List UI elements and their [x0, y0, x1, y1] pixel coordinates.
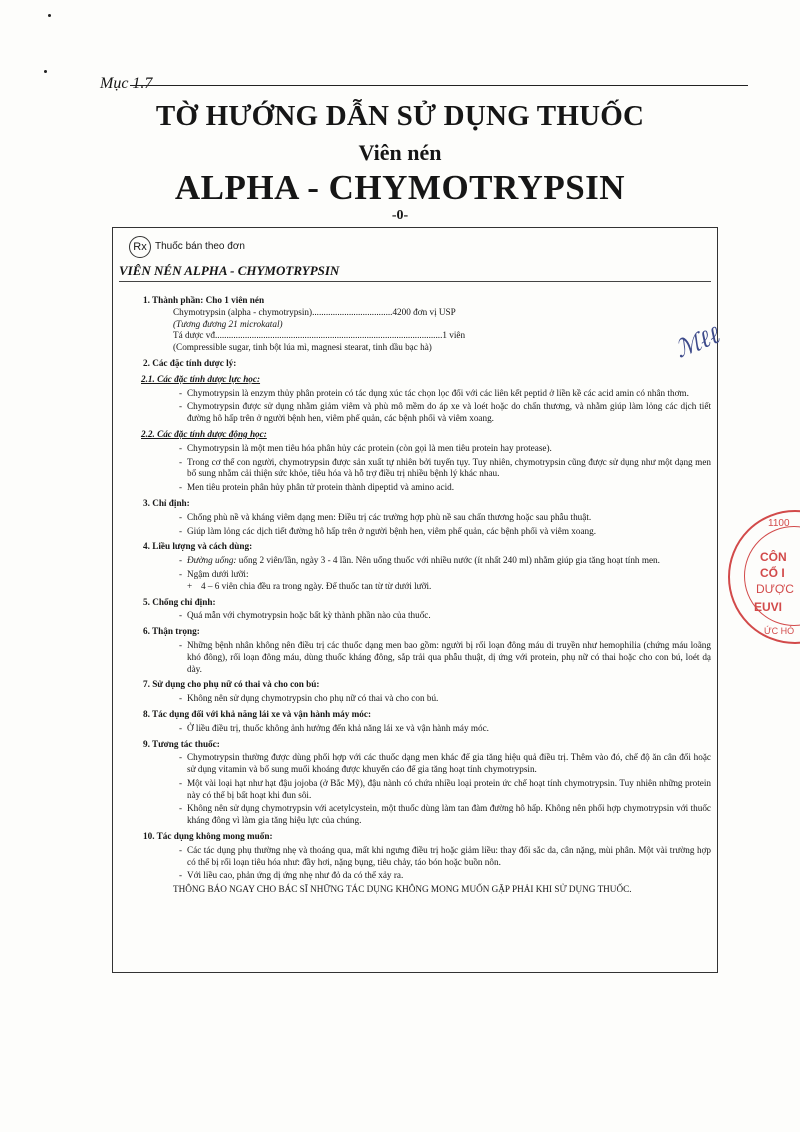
contraindications-heading: 5. Chống chỉ định: — [143, 596, 216, 607]
handwritten-signature: ℳℓℓ — [671, 320, 725, 364]
warning-notice: THÔNG BÁO NGAY CHO BÁC SĨ NHỮNG TÁC DỤNG KHÔNG MONG MUỐN GẶP PHẢI KHI SỬ DỤNG THUỐC. — [173, 884, 632, 895]
composition-heading: 1. Thành phần: Cho 1 viên nén — [143, 295, 265, 305]
pharmacodynamics-heading: 2.1. Các đặc tính dược lực học: — [141, 373, 261, 384]
list-item: - Ở liều điều trị, thuốc không ảnh hưởng đến khả năng lái xe và vận hành máy móc. — [143, 723, 711, 735]
list-item: - Với liều cao, phản ứng dị ứng nhẹ như đỏ da có thể xảy ra. — [143, 870, 711, 882]
rx-icon: Rx — [129, 236, 151, 258]
route-label: Đường uống: — [187, 555, 237, 566]
list-item: - Chymotrypsin thường được dùng phối hợp với các thuốc dạng men khác để gia tăng hiệu quả điều trị. Thêm vào đó, chế độ ăn cân đối hoặc sử dụng vitamin và bổ sung muối khoáng được khuyến cáo để gia tăng hoạt tính chymotrypsin. — [143, 752, 711, 776]
stamp-text: DƯỢC — [756, 582, 794, 596]
list-item: - Ngậm dưới lưỡi: — [143, 569, 711, 581]
route-text: uống 2 viên/lần, ngày 3 - 4 lần. Nên uống thuốc với nhiều nước (ít nhất 240 ml) nhằm giúp gia tăng hoạt tính men. — [236, 555, 660, 566]
list-item: - Một vài loại hạt như hạt đậu jojoba (ở Bắc Mỹ), đậu nành có chứa nhiều loại protein ức chế hoạt tính chymotrypsin. Tuy nhiên những protein này có thể bị bất hoạt khi đun sôi. — [143, 778, 711, 802]
section-number: Mục 1.7 — [100, 75, 153, 92]
leaflet-box — [112, 227, 718, 973]
list-item: - Chống phù nề và kháng viêm dạng men: Điều trị các trường hợp phù nề sau chấn thương hoặc sau phẫu thuật. — [143, 512, 711, 524]
divider-mark: -0- — [391, 208, 409, 223]
composition-line: (Tương đương 21 microkatal) — [173, 318, 283, 329]
driving-heading: 8. Tác dụng đối với khả năng lái xe và vận hành máy móc: — [143, 708, 372, 719]
rx-note: Thuốc bán theo đơn — [155, 241, 245, 252]
scan-speck — [44, 70, 47, 73]
product-title: VIÊN NÉN ALPHA - CHYMOTRYPSIN — [119, 263, 340, 278]
stamp-text: 1100 — [768, 518, 790, 529]
pharmacokinetics-heading: 2.2. Các đặc tính dược động học: — [141, 428, 267, 439]
list-item: - Các tác dụng phụ thường nhẹ và thoáng qua, mất khi ngưng điều trị hoặc giảm liều: thay đổi sắc da, cân nặng, mùi phân. Một vài trường hợp có thể bị rối loạn tiêu hóa như: đầy hơi, nặng bụng, tiêu chảy, táo bón hoặc buồn nôn. — [143, 845, 711, 869]
drug-name: ALPHA - CHYMOTRYPSIN — [174, 168, 626, 207]
composition-line: (Compressible sugar, tinh bột lúa mì, magnesi stearat, tinh dầu bạc hà) — [173, 342, 432, 353]
list-item: + 4 – 6 viên chia đều ra trong ngày. Để thuốc tan từ từ dưới lưỡi. — [143, 581, 711, 593]
header-rule — [130, 85, 748, 86]
dosage-heading: 4. Liều lượng và cách dùng: — [143, 541, 253, 552]
list-item: - Không nên sử dụng chymotrypsin với acetylcystein, một thuốc dùng làm tan đàm đường hô hấp. Không nên phối hợp chymotrypsin với thuốc kháng đông vì làm gia tăng hiệu lực của chúng. — [143, 803, 711, 827]
document-title: TỜ HƯỚNG DẪN SỬ DỤNG THUỐC — [155, 100, 645, 132]
interactions-heading: 9. Tương tác thuốc: — [143, 738, 220, 749]
leaflet-content — [143, 291, 711, 896]
list-item — [143, 555, 711, 567]
list-item: - Chymotrypsin được sử dụng nhằm giảm viêm và phù mô mềm do áp xe và loét hoặc do chấn thương, và nhằm giúp làm lỏng các dịch tiết đường hô hấp trên ở người bệnh hen, viêm phế quản, các bệnh phổi và viêm xoang. — [143, 401, 711, 425]
list-item: - Giúp làm lỏng các dịch tiết đường hô hấp trên ở người bệnh hen, viêm phế quản, các bệnh phổi và viêm xoang. — [143, 526, 711, 538]
side-effects-heading: 10. Tác dụng không mong muốn: — [143, 831, 273, 842]
company-stamp — [728, 510, 800, 644]
composition-line: Chymotrypsin (alpha - chymotrypsin)...................................4200 đơn vị USP — [173, 306, 456, 317]
dosage-form: Viên nén — [358, 140, 442, 165]
list-item: - Chymotrypsin là một men tiêu hóa phân hủy các protein (còn gọi là men tiêu protein hay protease). — [143, 443, 711, 455]
list-item: - Quá mẫn với chymotrypsin hoặc bất kỳ thành phần nào của thuốc. — [143, 610, 711, 622]
stamp-text: EUVI — [754, 600, 783, 614]
composition-line: Tá dược vđ...................................................................................................1 viên — [173, 330, 466, 341]
title-underline — [119, 281, 711, 282]
list-item: - Trong cơ thể con người, chymotrypsin được sản xuất tự nhiên bởi tuyến tụy. Tuy nhiên, chymotrypsin cũng được sử dụng như một dạng men bổ sung nhằm cải thiện sức khỏe, tiêu hóa và hỗ trợ điều trị nhiều bệnh lý khác nhau. — [143, 457, 711, 481]
stamp-text: CÔN — [760, 550, 787, 564]
scan-speck — [48, 14, 51, 17]
stamp-text: CỔ I — [760, 566, 785, 580]
list-item: - Men tiêu protein phân hủy phân tử protein thành dipeptid và amino acid. — [143, 482, 711, 494]
pharmacology-heading: 2. Các đặc tính dược lý: — [143, 357, 237, 368]
precautions-heading: 6. Thận trọng: — [143, 626, 200, 637]
stamp-text: ỨC HÓ — [764, 626, 795, 636]
list-item: - Những bệnh nhân không nên điều trị các thuốc dạng men bao gồm: người bị rối loạn đông máu di truyền như hemophilia (chứng máu loãng khó đông), rối loạn đông máu, dùng thuốc kháng đông, sắp trải qua phẫu thuật, dị ứng với protein, phụ nữ có thai hoặc cho con bú, loét dạ dày. — [143, 640, 711, 675]
pregnancy-heading: 7. Sử dụng cho phụ nữ có thai và cho con bú: — [143, 679, 320, 690]
indications-heading: 3. Chỉ định: — [143, 497, 190, 508]
list-item: - Chymotrypsin là enzym thủy phân protein có tác dụng xúc tác chọn lọc đối với các liên kết peptid ở liền kề các acid amin có nhân thơm. — [143, 388, 711, 400]
list-item: - Không nên sử dụng chymotrypsin cho phụ nữ có thai và cho con bú. — [143, 693, 711, 705]
